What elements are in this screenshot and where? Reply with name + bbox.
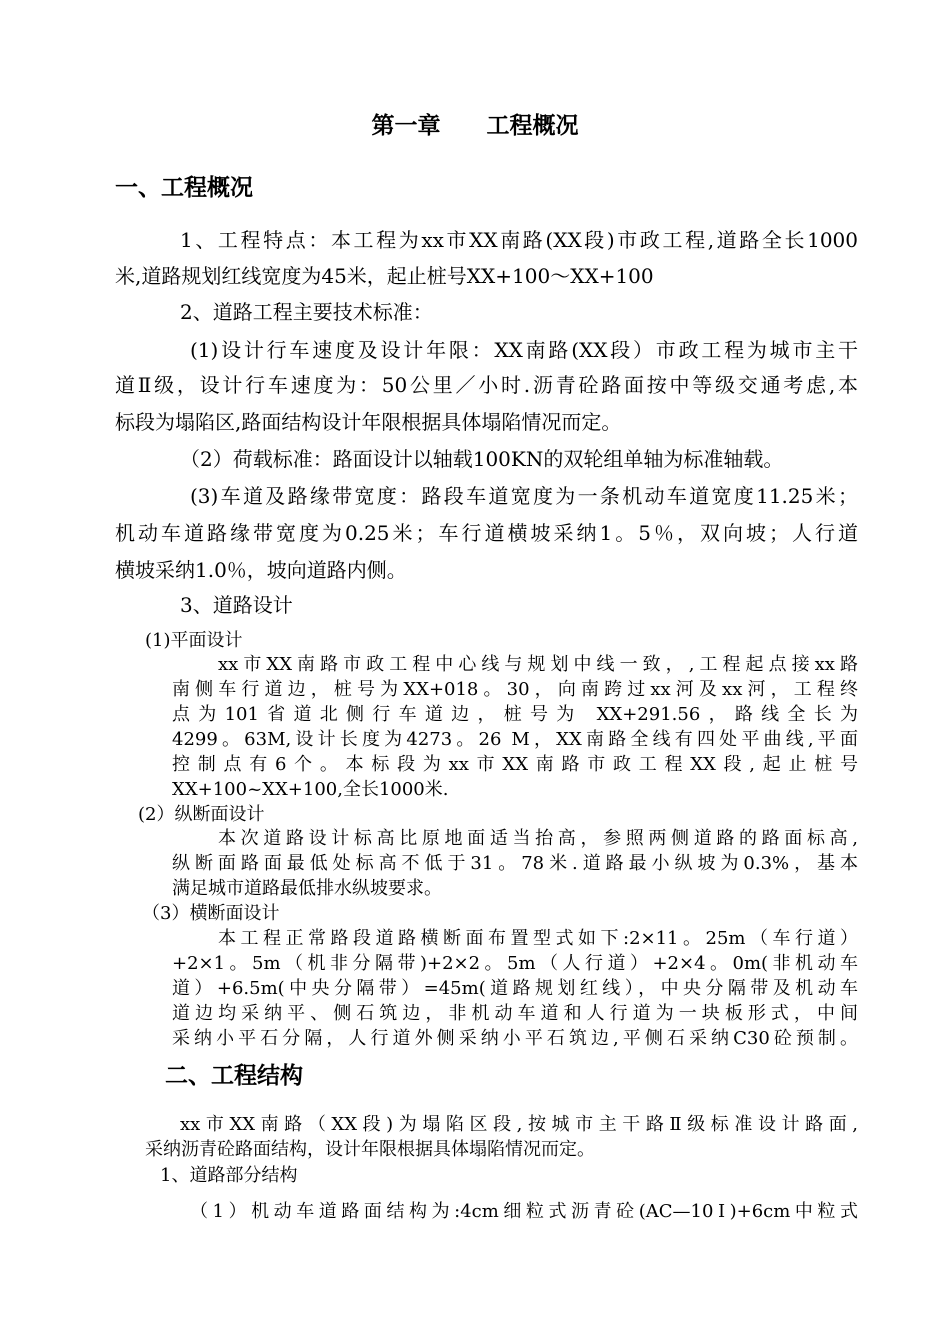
paragraph-line: （1）机动车道路面结构为:4cm细粒式沥青砼(AC—10Ⅰ)+6cm中粒式 (190, 1201, 858, 1222)
paragraph-line: 米,道路规划红线宽度为45米，起止桩号XX+100～XX+100 (115, 264, 654, 288)
paragraph-line: 采纳沥青砼路面结构，设计年限根据具体塌陷情况而定。 (145, 1139, 595, 1160)
subsection-title-cross-section: （3）横断面设计 (142, 903, 280, 924)
chapter-title: 第一章 工程概况 (371, 113, 579, 139)
section-heading-structure: 二、工程结构 (165, 1063, 303, 1089)
paragraph-line: xx市XX南路市政工程中心线与规划中线一致，,工程起点接xx路 (218, 654, 858, 675)
paragraph-line: 本次道路设计标高比原地面适当抬高，参照两侧道路的路面标高, (218, 828, 858, 849)
paragraph-line: 满足城市道路最低排水纵坡要求。 (172, 878, 442, 899)
paragraph-line: 1、道路部分结构 (160, 1165, 298, 1186)
paragraph-line: 2、道路工程主要技术标准： (180, 300, 433, 324)
subsection-title-plan: (1)平面设计 (145, 630, 243, 651)
paragraph-line: 点为101省道北侧行车道边，桩号为 XX+291.56，路线全长为 (172, 704, 858, 725)
paragraph-line: (1)设计行车速度及设计年限：XX南路(XX段）市政工程为城市主干 (190, 338, 858, 362)
paragraph-line: 道）+6.5m(中央分隔带）=45m(道路规划红线），中央分隔带及机动车 (172, 978, 858, 999)
paragraph-line: 1、工程特点：本工程为xx市XX南路(XX段)市政工程,道路全长1000 (180, 228, 858, 252)
paragraph-line: xx市XX南路（XX段)为塌陷区段,按城市主干路Ⅱ级标准设计路面, (180, 1114, 858, 1135)
paragraph-line: （2）荷载标准：路面设计以轴载100KN的双轮组单轴为标准轴载。 (180, 447, 784, 471)
subsection-title-profile: (2）纵断面设计 (138, 804, 265, 825)
paragraph-line: 4299。63M,设计长度为4273。26 M，XX南路全线有四处平曲线,平面 (172, 729, 858, 750)
paragraph-line: 道边均采纳平、侧石筑边，非机动车道和人行道为一块板形式，中间 (172, 1003, 858, 1024)
paragraph-line: 采纳小平石分隔，人行道外侧采纳小平石筑边,平侧石采纳C30砼预制。 (172, 1028, 858, 1049)
paragraph-line: 标段为塌陷区,路面结构设计年限根据具体塌陷情况而定。 (115, 410, 622, 434)
paragraph-line: 南侧车行道边，桩号为XX+018。30，向南跨过xx河及xx河，工程终 (172, 679, 858, 700)
paragraph-line: 3、道路设计 (180, 593, 293, 617)
paragraph-line: 本工程正常路段道路横断面布置型式如下:2×11。25m（车行道） (218, 928, 858, 949)
paragraph-line: XX+100~XX+100,全长1000米. (172, 779, 449, 800)
paragraph-line: 纵断面路面最低处标高不低于31。78米.道路最小纵坡为0.3%，基本 (172, 853, 858, 874)
section-heading-overview: 一、工程概况 (115, 175, 253, 201)
paragraph-line: (3)车道及路缘带宽度：路段车道宽度为一条机动车道宽度11.25米； (190, 484, 858, 508)
paragraph-line: 机动车道路缘带宽度为0.25米；车行道横坡采纳1。5％，双向坡；人行道 (115, 521, 858, 545)
paragraph-line: 控制点有6个。本标段为xx市XX南路市政工程XX段,起止桩号 (172, 754, 858, 775)
paragraph-line: 横坡采纳1.0％，坡向道路内侧。 (115, 558, 407, 582)
paragraph-line: +2×1。5m（机非分隔带)+2×2。5m（人行道）+2×4。0m(非机动车 (172, 953, 858, 974)
paragraph-line: 道Ⅱ级，设计行车速度为：50公里／小时.沥青砼路面按中等级交通考虑,本 (115, 373, 858, 397)
